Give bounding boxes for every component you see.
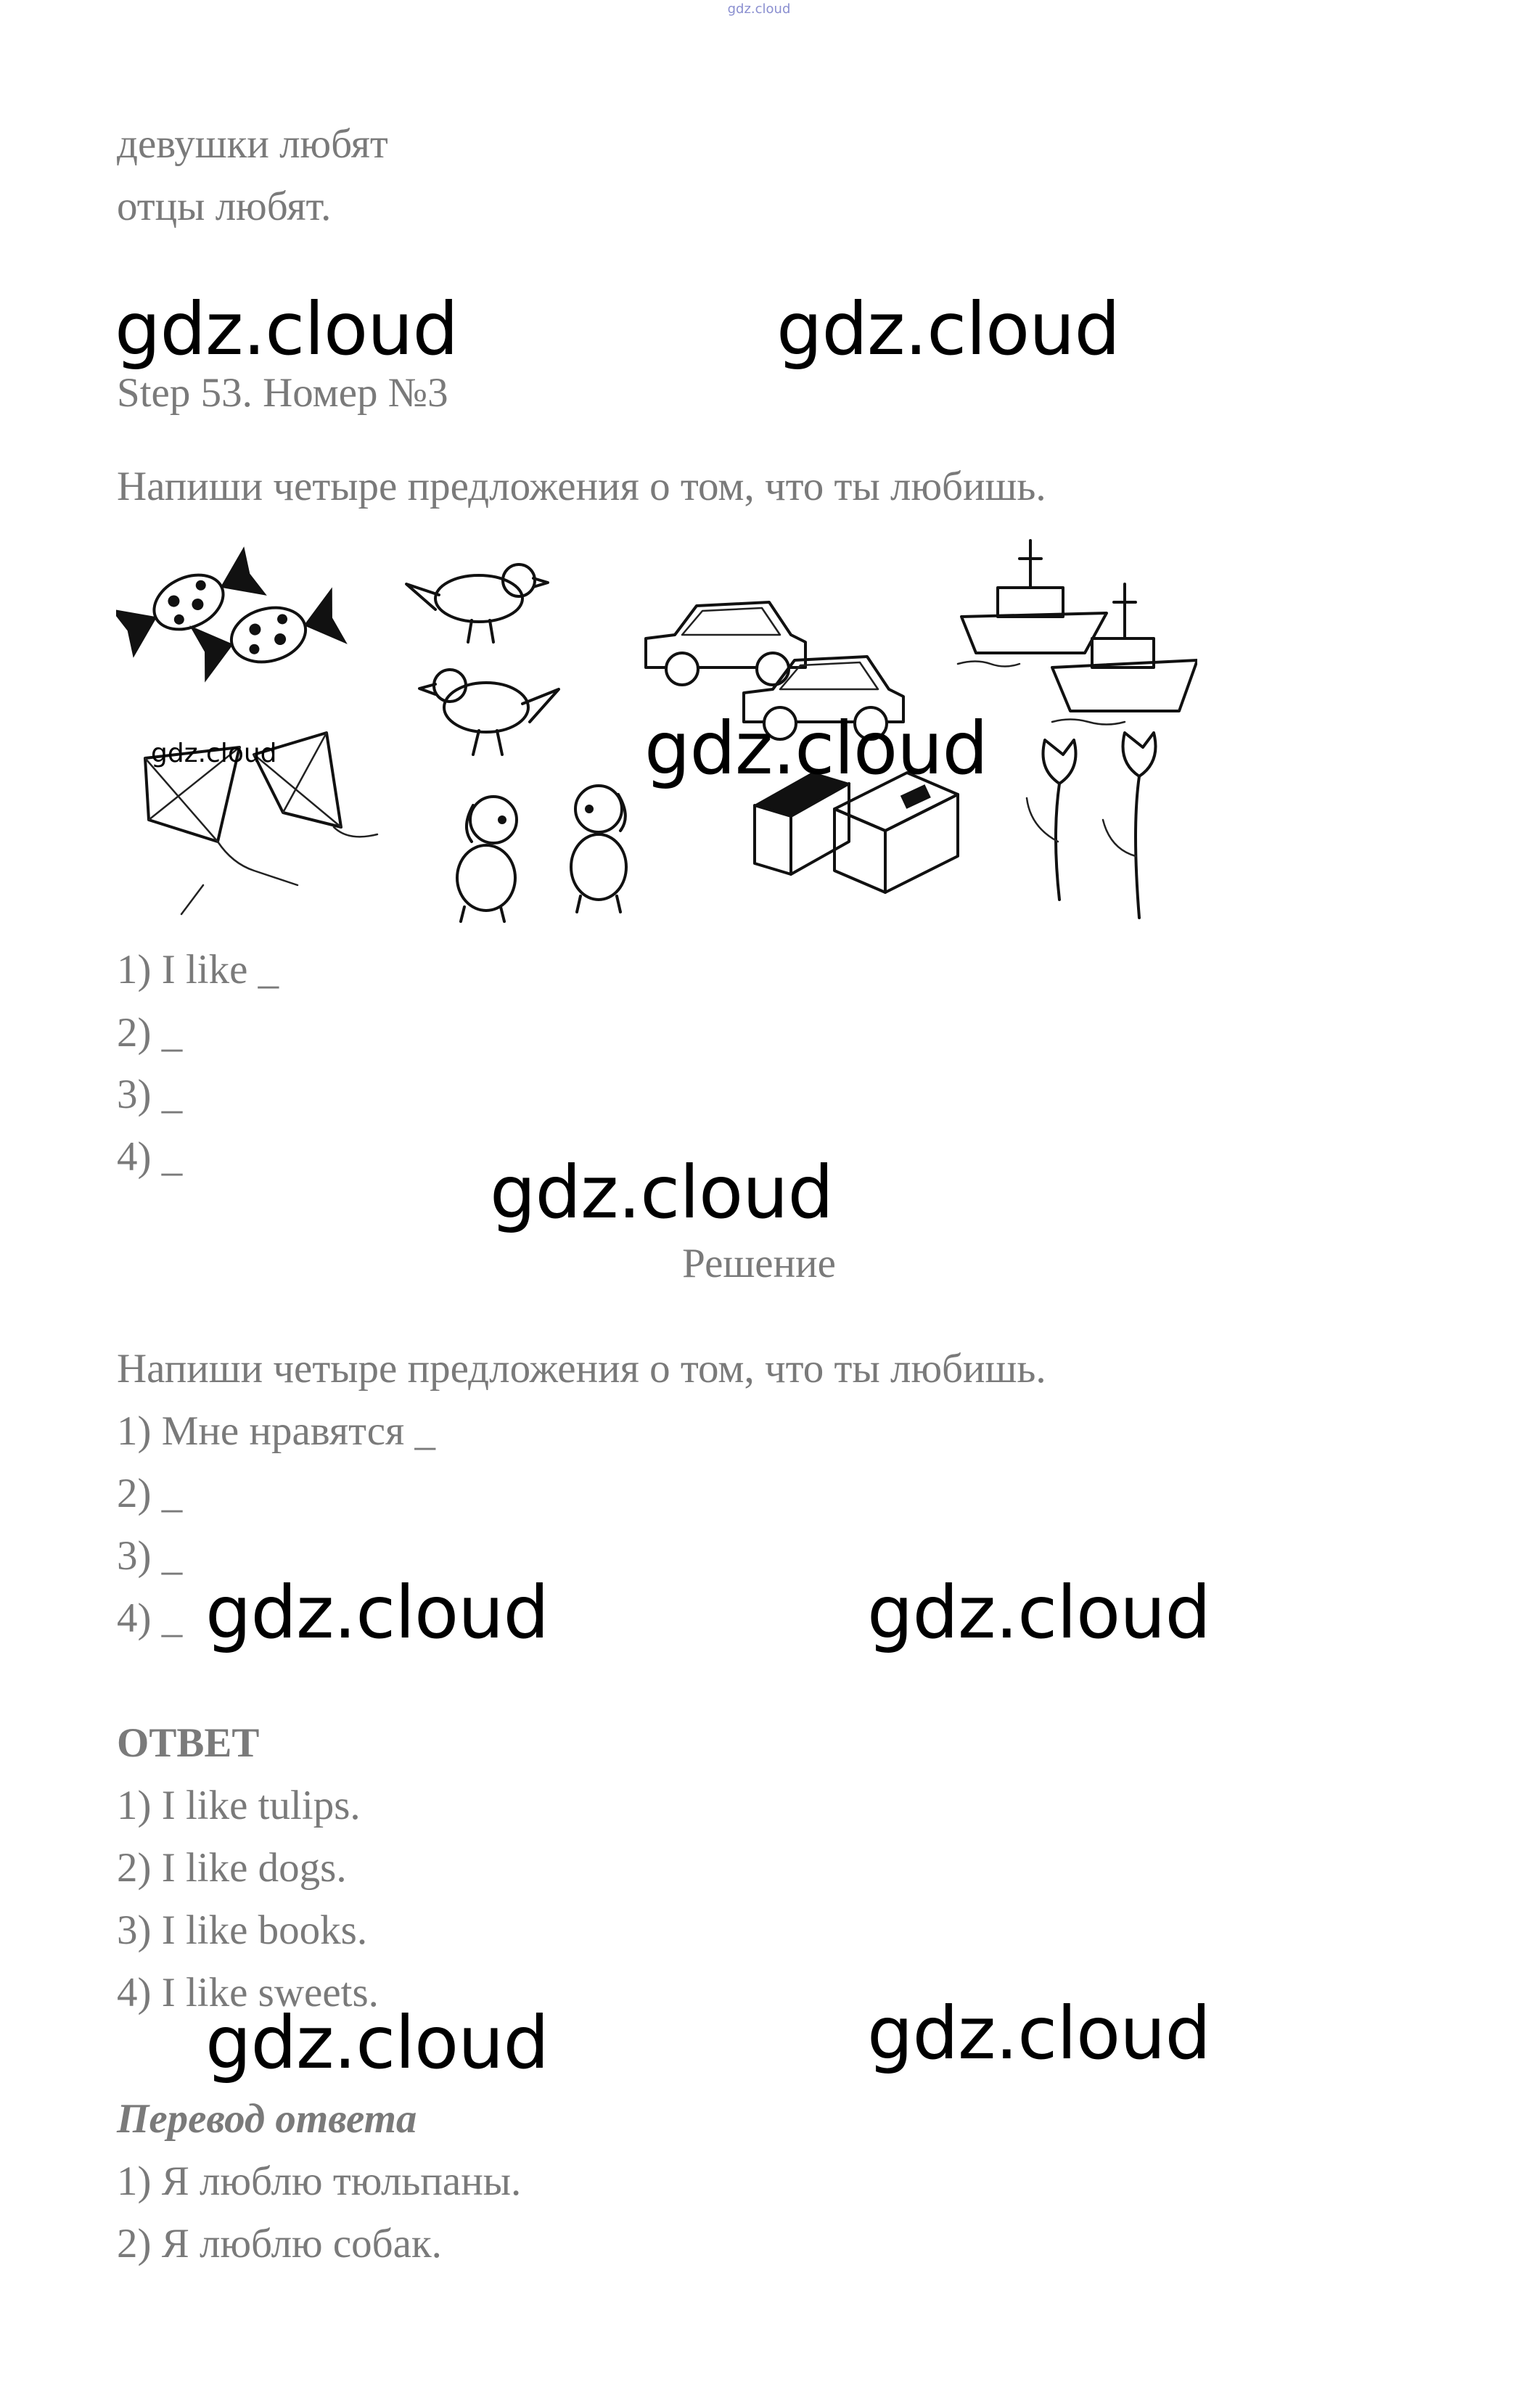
answer-line: 1) I like tulips. bbox=[117, 1783, 361, 1828]
watermark: gdz.cloud bbox=[151, 739, 277, 768]
task-line: 4) _ bbox=[117, 1134, 183, 1180]
watermark: gdz.cloud bbox=[205, 2000, 549, 2085]
solution-line: 3) _ bbox=[117, 1533, 183, 1579]
intro-line: отцы любят. bbox=[117, 184, 332, 229]
solution-line: 2) _ bbox=[117, 1471, 183, 1516]
task-line: 2) _ bbox=[117, 1010, 183, 1056]
translation-line: 2) Я люблю собак. bbox=[117, 2221, 442, 2267]
task-line: 1) I like _ bbox=[117, 947, 279, 993]
solution-line: 4) _ bbox=[117, 1595, 183, 1641]
ship-icon bbox=[958, 541, 1197, 725]
watermark: gdz.cloud bbox=[867, 1991, 1211, 2076]
task-title: Step 53. Номер №3 bbox=[117, 370, 448, 416]
intro-line: девушки любят bbox=[117, 121, 388, 167]
watermark: gdz.cloud bbox=[867, 1570, 1211, 1655]
translation-heading: Перевод ответа bbox=[117, 2096, 417, 2142]
watermark: gdz.cloud bbox=[644, 706, 988, 791]
answer-line: 2) I like dogs. bbox=[117, 1845, 347, 1891]
watermark: gdz.cloud bbox=[205, 1570, 549, 1655]
solution-prompt: Напиши четыре предложения о том, что ты любишь. bbox=[117, 1346, 1046, 1392]
tulip-icon bbox=[1027, 733, 1156, 918]
answer-heading: ОТВЕТ bbox=[117, 1720, 260, 1766]
header-watermark: gdz.cloud bbox=[727, 1, 791, 17]
puppy-icon bbox=[457, 786, 626, 921]
candy-icon bbox=[116, 548, 345, 681]
task-prompt: Напиши четыре предложения о том, что ты любишь. bbox=[117, 464, 1046, 509]
solution-line: 1) Мне нравятся _ bbox=[117, 1408, 436, 1454]
watermark: gdz.cloud bbox=[115, 287, 459, 371]
bird-icon bbox=[406, 564, 559, 755]
watermark: gdz.cloud bbox=[490, 1150, 834, 1235]
translation-line: 1) Я люблю тюльпаны. bbox=[117, 2158, 522, 2204]
solution-heading: Решение bbox=[682, 1241, 836, 1286]
answer-line: 3) I like books. bbox=[117, 1907, 368, 1953]
watermark: gdz.cloud bbox=[776, 287, 1120, 371]
task-line: 3) _ bbox=[117, 1072, 183, 1117]
answer-line: 4) I like sweets. bbox=[117, 1970, 379, 2015]
